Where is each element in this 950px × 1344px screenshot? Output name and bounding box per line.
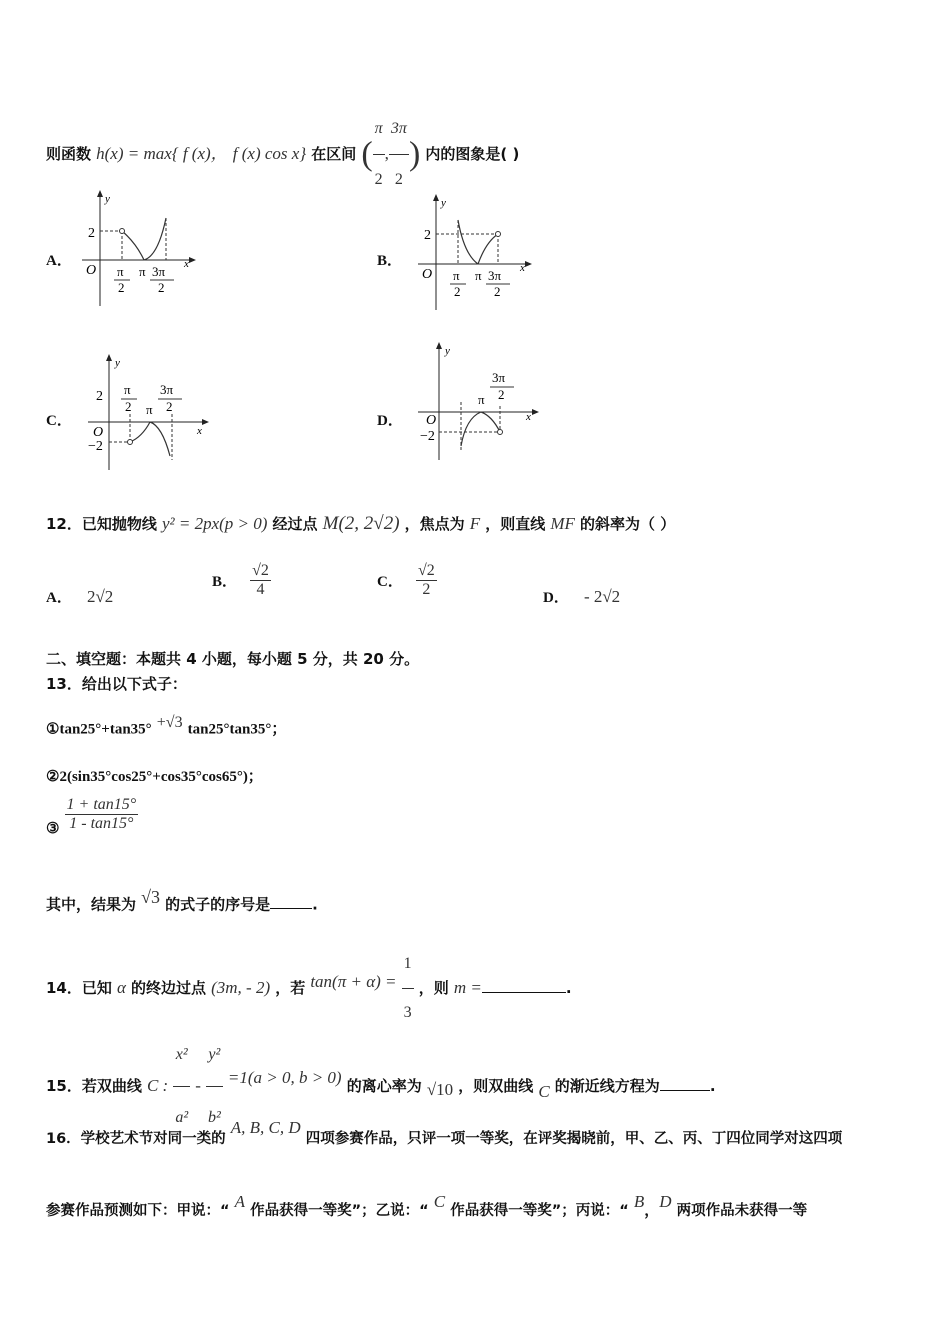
section-2-heading: 二、填空题：本题共 4 小题，每小题 5 分，共 20 分。	[46, 650, 420, 668]
svg-text:2: 2	[454, 284, 461, 299]
q11-f-expr: f (x) cos x}	[232, 144, 307, 163]
q13-item-3: ③ $\frac{1 + \tan 15^\circ}{1 - \tan 15^\circ}$	[46, 796, 137, 837]
q11-stem-suffix: 内的图象是( )	[425, 145, 520, 163]
svg-text:2: 2	[494, 284, 501, 299]
q14-answer-blank[interactable]	[482, 978, 566, 993]
q11-interval-left: $\frac{\pi}{2}$	[373, 104, 385, 205]
q12-equation: y² = 2px(p > 0)	[161, 514, 268, 533]
svg-text:π: π	[124, 382, 131, 397]
q16-line-2: 参赛作品预测如下：甲说：“ A 作品获得一等奖”；乙说：“ C 作品获得一等奖”；丙说：“ B，D 两项作品未获得一等	[46, 1192, 808, 1219]
svg-text:3π: 3π	[152, 264, 166, 279]
q14-point: (3m, - 2)	[211, 978, 271, 997]
q12-focus: F	[469, 514, 481, 533]
q12-option-d-value: - 2√2	[583, 587, 621, 606]
q12-mid3: ，则直线	[485, 515, 546, 533]
svg-text:O: O	[86, 263, 97, 278]
q12-point: M(2, 2√2)	[322, 513, 400, 534]
q14-alpha: α	[116, 978, 126, 997]
q14-equation: tan(π + α) =	[310, 972, 397, 991]
q12-prefix: 12．已知抛物线	[46, 515, 157, 533]
svg-text:π: π	[146, 402, 153, 417]
q15-x-frac: $\frac{\text{x²}}{\text{a²}}$	[173, 1024, 190, 1149]
q11-graph-d	[414, 340, 544, 465]
q14-fraction: $\frac{1}{3}$	[402, 940, 414, 1037]
q12-option-a-value: 2√2	[86, 587, 114, 606]
svg-text:2: 2	[96, 389, 103, 404]
svg-text:−2: −2	[420, 429, 435, 444]
q12-option-b-value: $\frac{√2}{4}$	[252, 562, 269, 598]
q12-option-c-value: $\frac{√2}{2}$	[417, 562, 435, 598]
q16-abcd: A, B, C, D	[230, 1118, 301, 1137]
q13-question: 其中，结果为 √3 的式子的序号是 .	[46, 887, 318, 914]
svg-text:x: x	[526, 411, 531, 423]
svg-text:2: 2	[498, 387, 505, 402]
q11-graph-a	[78, 188, 198, 308]
svg-text:y: y	[441, 197, 446, 209]
q12-mid2: ，焦点为	[404, 515, 465, 533]
svg-text:x: x	[197, 425, 202, 437]
q11-stem-mid: 在区间	[311, 145, 357, 163]
q15-eccentricity: √10	[426, 1080, 454, 1099]
svg-text:π: π	[453, 268, 460, 283]
svg-text:2: 2	[424, 228, 431, 243]
q11-option-a-label[interactable]: A．	[46, 253, 72, 269]
q14-stem: 14．已知 α 的终边过点 (3m, - 2) ，若 tan(π + α) = $\frac{1}{3}$ ，则 m = .	[46, 940, 572, 988]
svg-text:2: 2	[158, 280, 165, 295]
q16-line-1: 16．学校艺术节对同一类的 A, B, C, D 四项参赛作品，只评一项一等奖，在评奖揭晓前，甲、乙、丙、丁四位同学对这四项	[46, 1118, 843, 1147]
svg-text:−2: −2	[88, 439, 103, 454]
svg-text:O: O	[93, 425, 104, 440]
q11-option-b-label[interactable]: B．	[377, 253, 403, 269]
q12-option-a-label: A．	[46, 590, 72, 606]
svg-text:3π: 3π	[160, 382, 174, 397]
q12-stem	[46, 506, 675, 542]
svg-text:2: 2	[88, 226, 95, 241]
svg-text:3π: 3π	[492, 370, 506, 385]
svg-text:x: x	[520, 262, 525, 274]
q12-option-b[interactable]	[212, 562, 271, 599]
q11-interval-right: $\frac{3\pi}{2}$	[389, 104, 409, 205]
q11-option-c-label[interactable]: C．	[46, 413, 72, 429]
svg-text:3π: 3π	[488, 268, 502, 283]
svg-text:y: y	[445, 345, 450, 357]
q13-title: 13．给出以下式子：	[46, 675, 187, 693]
q15-c: C :	[146, 1076, 169, 1095]
q11-stem: 则函数 h(x) = max{ f (x)， f (x) cos x} 在区间 ( $\frac{\pi}{2}$ , $\frac{3\pi}{2}$ ) 内的图象是( )	[46, 104, 519, 154]
q14-m: m =	[453, 978, 482, 997]
svg-text:O: O	[426, 413, 437, 428]
q15-stem: 15．若双曲线 C : $\frac{\text{x²}}{\text{a²}}$ - $\frac{\text{y²}}{\text{b²}}$ =1(a > 0, b > 0) 的离心率为 √10 ，则双曲线 C 的渐近线方程为 .	[46, 1024, 716, 1086]
q11-stem-prefix: 则函数	[46, 145, 92, 163]
q12-option-b-label: B．	[212, 574, 238, 590]
q13-item-1: ①tan25°+tan35° +√3 tan25°tan35°；	[46, 714, 287, 738]
q12-option-a[interactable]	[46, 586, 113, 607]
q12-line-mf: MF	[550, 514, 575, 533]
q13-answer-blank[interactable]	[270, 894, 312, 909]
q12-option-c[interactable]	[377, 562, 437, 599]
q15-answer-blank[interactable]	[660, 1076, 710, 1091]
q12-mid1: 经过点	[272, 515, 318, 533]
svg-text:2: 2	[166, 399, 173, 414]
svg-text:2: 2	[118, 280, 125, 295]
q12-suffix: 的斜率为（ ）	[579, 515, 676, 533]
q11-h-expr: h(x) = max{ f (x)，	[96, 144, 228, 163]
q11-graph-b	[414, 192, 534, 312]
q15-y-frac: $\frac{\text{y²}}{\text{b²}}$	[206, 1024, 223, 1149]
svg-text:2: 2	[125, 399, 132, 414]
svg-text:x: x	[184, 258, 189, 270]
svg-text:π: π	[478, 392, 485, 407]
svg-text:π: π	[475, 268, 482, 283]
q12-option-d-label: D．	[543, 590, 569, 606]
svg-text:y: y	[105, 193, 110, 205]
q11-graph-c	[84, 352, 214, 472]
svg-text:π: π	[117, 264, 124, 279]
svg-text:y: y	[115, 357, 120, 369]
q13-item-2: ②2(sin35°cos25°+cos35°cos65°)；	[46, 769, 263, 785]
q11-option-d-label[interactable]: D．	[377, 413, 403, 429]
svg-text:π: π	[139, 264, 146, 279]
svg-text:O: O	[422, 267, 433, 282]
q12-option-d[interactable]	[543, 586, 620, 607]
q12-option-c-label: C．	[377, 574, 403, 590]
